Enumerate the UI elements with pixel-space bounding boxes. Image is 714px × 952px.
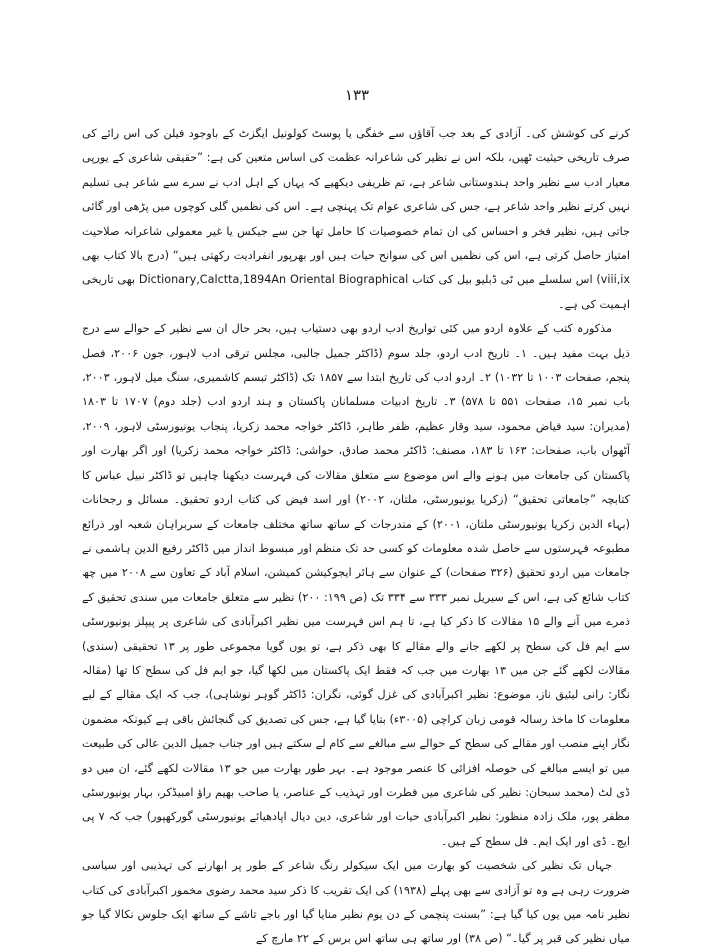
body-text [82, 122, 630, 952]
paragraph-1: کرنے کی کوشش کی۔ آزادی کے بعد جب آقاؤں سے خفگی یا پوسٹ کولونیل ایگزٹ کے باوجود فیلن کی اس رائے کی صرف تاریخی حیثیت ٹھیں، بلکہ اس نے نظیر کی شاعرانہ عظمت کی اساس متعین کی ہے: ”حقیقی شاعری کے یورپی معیار ادب سے نظیر واحد ہندوستانی شاعر ہے، تم ظریفی دیکھیے کہ یہاں کے اہل ادب نے سرے سے شاعر ہی تسلیم نہیں کرتے نظیر واحد شاعر ہے، جس کی شاعری عوام تک پہنچی ہے۔ اس کی نظمیں گلی کوچوں میں پڑھی اور گائی جاتی ہیں، نظیر فخر و احساس کی ان تمام خصوصیات کا حامل تھا جن سے جیکس یا غیر معمولی شاعرانہ صلاحیت امتیاز حاصل کرتی ہے، اس کی نظمیں اس کی سوانح حیات ہیں اور بھرپور انفرادیت رکھتی ہیں“ (درج بالا کتاب بھی viii,ix) اس سلسلے میں ٹی ڈبلیو بیل کی کتاب Dictionary,Calctta,1894An Oriental Biographical بھی تاریخی اہمیت کی ہے۔ [82, 127, 630, 311]
page-number: ۱۳۳ [344, 86, 370, 104]
paragraph-3: جہاں تک نظیر کی شخصیت کو بھارت میں ایک سیکولر رنگ شاعر کے طور پر ابھارنے کی تہذیبی اور سیاسی ضرورت رہی ہے وہ تو آزادی سے بھی پہلے (۱۹۳۸) کی ایک تقریب کا ذکر سید محمد رضوی مخمور اکبرآبادی کی کتاب نظیر نامہ میں یوں کیا گیا ہے: ”بسنت پنچمی کے دن یوم نظیر منایا گیا اور باجے تاشے کے ساتھ ایک جلوس نکالا گیا جو میاں نظیر کی قبر پر گیا۔“ (ص ۳۸) اور ساتھ ہی ساتھ اس برس کے ۲۲ مارچ کے [82, 859, 630, 946]
paragraph-2: مذکورہ کتب کے علاوہ اردو میں کئی تواریخ ادب اردو بھی دستیاب ہیں، بحر حال ان سے نظیر کے حوالے سے درج ذیل بہت مفید ہیں۔ ۱۔ تاریخ ادب اردو، جلد سوم (ڈاکٹر جمیل جالبی، مجلس ترقی ادب لاہور، جون ۲۰۰۶، فصل پنجم، صفحات ۱۰۰۳ تا ۱۰۳۲) ۲۔ اردو ادب کی تاریخ ابتدا سے ۱۸۵۷ تک (ڈاکٹر تبسم کاشمیری، سنگ میل لاہور، ۲۰۰۳، باب نمبر ۱۵، صفحات ۵۵۱ تا ۵۷۸) ۳۔ تاریخ ادبیات مسلمانان پاکستان و ہند اردو ادب (جلد دوم) ۱۷۰۷ تا ۱۸۰۳ (مدیران: سید فیاض محمود، سید وقار عظیم، ظفر طاہر، ڈاکٹر خواجہ محمد زکریا، پنجاب یونیورسٹی لاہور، ۲۰۰۹، آٹھواں باب، صفحات: ۱۶۳ تا ۱۸۳، مصنف: ڈاکٹر محمد صادق، حواشی: ڈاکٹر خواجہ محمد زکریا) اور اگر بھارت اور پاکستان کی جامعات میں ہونے والے اس موضوع سے متعلق مقالات کی فہرست دیکھنا چاہیں تو ڈاکٹر نبیل عباس کا کتابچہ ”جامعاتی تحقیق“ (زکریا یونیورسٹی، ملتان، ۲۰۰۲) اور اسد فیض کی کتاب اردو تحقیق۔ مسائل و رجحانات (بہاء الدین زکریا یونیورسٹی ملتان، ۲۰۰۱) کے مندرجات کے ساتھ ساتھ مختلف جامعات کے سربراہان شعبہ اور ذرائع مطبوعہ فہرستوں سے حاصل شدہ معلومات کو کسی حد تک منظم اور مبسوط انداز میں ڈاکٹر رفیع الدین ہاشمی نے جامعات میں اردو تحقیق (۳۲۶ صفحات) کے عنوان سے ہائر ایجوکیشن کمیشن، اسلام آباد کے تعاون سے ۲۰۰۸ میں چھ کتاب شائع کی ہے، اس کے سیریل نمبر ۳۳۳ سے ۳۳۴ تک (ص ۱۹۹: ۲۰۰) نظیر سے متعلق جامعات میں سندی تحقیق کے ذمرے میں آنے والے ۱۵ مقالات کا ذکر کیا ہے، تا ہم اس فہرست میں نظیر اکبرآبادی کی شاعری پر پیپلز یونیورسٹی سے ایم فل کی سطح پر لکھے جانے والے مقالے کا بھی ذکر ہے، تو یوں گویا مجموعی طور پر ۱۳ تحقیقی (سندی) مقالات لکھے گئے جن میں ۱۳ بھارت میں جب کہ فقط ایک پاکستان میں لکھا گیا، جو ایم فل کی سطح کا تھا (مقالہ نگار: رانی لیئیق ناز، موضوع: نظیر اکبرآبادی کی غزل گوئی، نگران: ڈاکٹر گوہر نوشاہی)، جب کہ ایک مقالے کے لیے معلومات کا ماخذ رسالہ قومی زبان کراچی (۳۰۰۵ء) بتایا گیا ہے، جس کی تصدیق کی گنجائش باقی ہے کیونکہ مضمون نگار اپنے منصب اور مقالے کی سطح کے حوالے سے مبالغے سے کام لے سکتے ہیں اور جناب جمیل الدین عالی کی طبیعت میں تو ایسے مبالغے کی حوصلہ افزائی کا عنصر موجود ہے۔ بہر طور بھارت میں جو ۱۳ مقالات لکھے گئے، ان میں دو ڈی لٹ (محمد سبحان: نظیر کی شاعری میں فطرت اور تہذیب کے عناصر، یا صاحب بھیم راؤ امبیڈکر، بہار یونیورسٹی مظفر پور، ملک زادہ منظور: نظیر اکبرآبادی حیات اور شاعری، دین دیال اپادھیائے یونیورسٹی گورکھپور) جب کہ ۷ پی ایچ۔ ڈی اور ایک ایم۔ فل سطح کے ہیں۔ [82, 322, 631, 848]
